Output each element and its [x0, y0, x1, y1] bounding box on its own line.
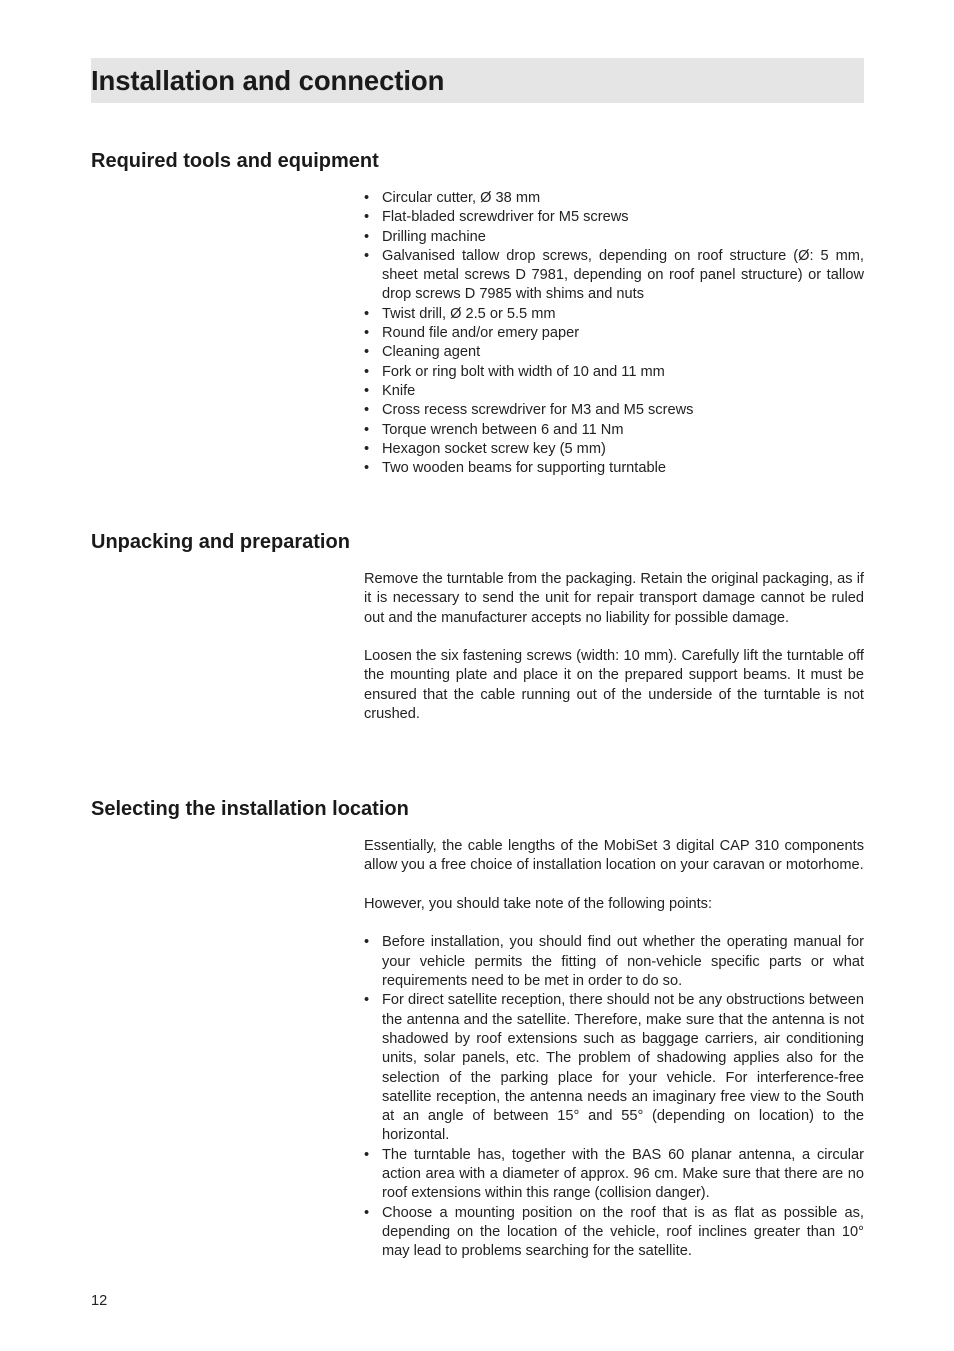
list-item: • Round file and/or emery paper: [364, 324, 864, 343]
list-item: • Choose a mounting position on the roof that is as flat as possible as, depending on the location of the vehicle, roof inclines greater than 10° may lead to problems searching for the satellite.: [364, 1204, 864, 1262]
location-text-block: [364, 837, 864, 1262]
paragraph: Loosen the six fastening screws (width: 10 mm). Carefully lift the turntable off the mounting plate and place it on the prepared support beams. It must be ensured that the cable running out of the underside of the turntable is not crushed.: [364, 648, 864, 723]
list-item: • Fork or ring bolt with width of 10 and 11 mm: [364, 363, 864, 382]
paragraph: Essentially, the cable lengths of the MobiSet 3 digital CAP 310 components allow you a free choice of installation location on your caravan or motorhome.: [364, 838, 864, 874]
unpacking-text-block: [364, 570, 864, 724]
list-item: • Galvanised tallow drop screws, depending on roof structure (Ø: 5 mm, sheet metal screws D 7981, depending on roof panel structure) or tallow drop screws D 7985 with shims and nuts: [364, 247, 864, 305]
tools-list: [364, 189, 864, 478]
paragraph: Remove the turntable from the packaging. Retain the original packaging, as if it is necessary to send the unit for repair transport damage cannot be ruled out and the manufacturer accepts no liability for possible damage.: [364, 571, 864, 626]
tools-list-block: [364, 189, 864, 478]
page-number: 12: [91, 1293, 108, 1309]
section-heading-tools: Required tools and equipment: [91, 150, 379, 172]
section-heading-location: Selecting the installation location: [91, 798, 409, 820]
page-title: Installation and connection: [91, 65, 445, 96]
list-item: • Circular cutter, Ø 38 mm: [364, 189, 864, 208]
list-item: • Hexagon socket screw key (5 mm): [364, 440, 864, 459]
list-item: • Cleaning agent: [364, 343, 864, 362]
list-item: • Cross recess screwdriver for M3 and M5 screws: [364, 401, 864, 420]
list-item: • Before installation, you should find out whether the operating manual for your vehicle permits the fitting of non-vehicle specific parts or what requirements need to be met in order to do so.: [364, 933, 864, 991]
list-item: • Two wooden beams for supporting turntable: [364, 459, 864, 478]
section-heading-unpacking: Unpacking and preparation: [91, 531, 350, 553]
list-item: • Torque wrench between 6 and 11 Nm: [364, 421, 864, 440]
location-points-list: [364, 933, 864, 1261]
list-item: • For direct satellite reception, there should not be any obstructions between the antenna and the satellite. Therefore, make sure that the antenna is not shadowed by roof extensions such as baggage carriers, air conditioning units, solar panels, etc. The problem of shadowing applies also for the selection of the parking place for your vehicle. For interference-free satellite reception, the antenna needs an imaginary free view to the South at an angle of between 15° and 55° (depending on location) to the horizontal.: [364, 991, 864, 1145]
list-item: • Drilling machine: [364, 228, 864, 247]
list-item: • The turntable has, together with the BAS 60 planar antenna, a circular action area with a diameter of approx. 96 cm. Make sure that there are no roof extensions within this range (collision danger).: [364, 1146, 864, 1204]
list-item: • Knife: [364, 382, 864, 401]
list-item: • Flat-bladed screwdriver for M5 screws: [364, 208, 864, 227]
page-title-bar: [91, 58, 864, 103]
list-item: • Twist drill, Ø 2.5 or 5.5 mm: [364, 305, 864, 324]
paragraph: However, you should take note of the following points:: [364, 895, 713, 912]
